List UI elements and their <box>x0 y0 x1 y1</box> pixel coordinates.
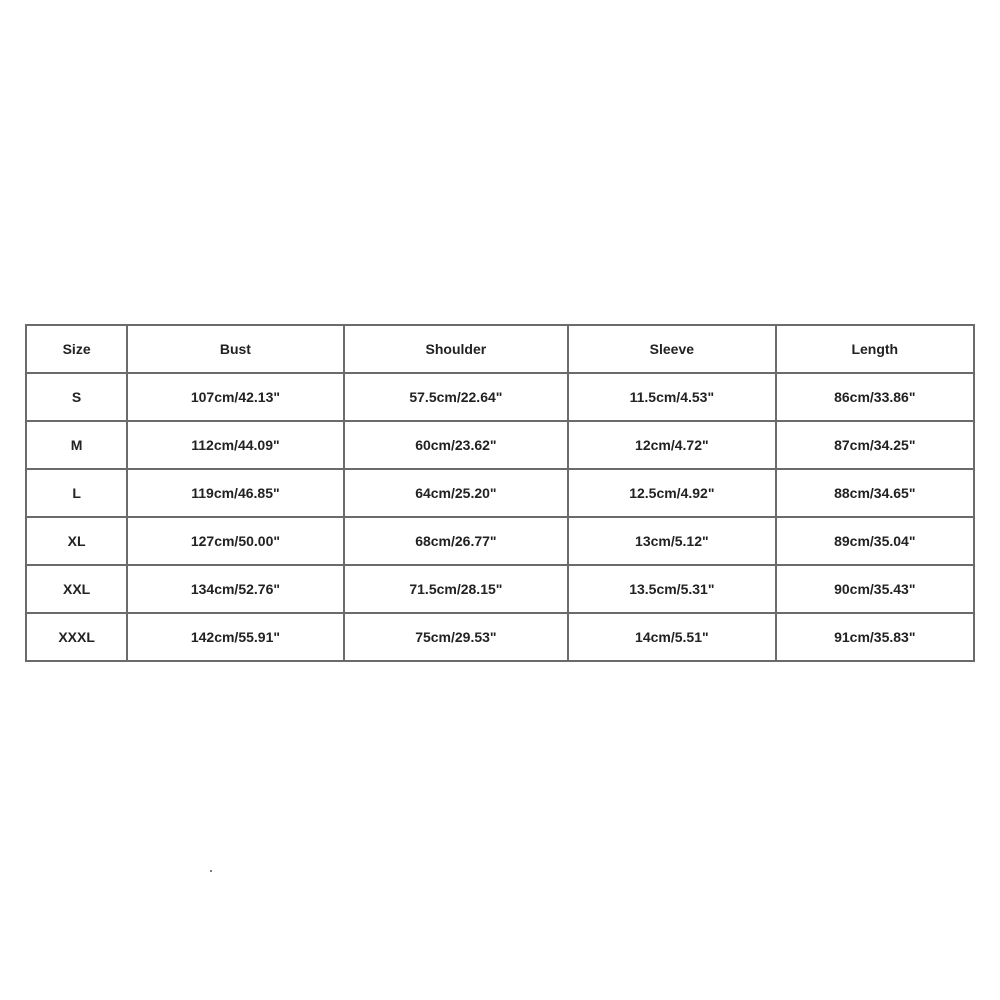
bust-cell: 119cm/46.85" <box>127 469 343 517</box>
length-cell: 87cm/34.25" <box>776 421 974 469</box>
bust-cell: 107cm/42.13" <box>127 373 343 421</box>
size-cell: S <box>26 373 127 421</box>
size-cell: L <box>26 469 127 517</box>
shoulder-cell: 64cm/25.20" <box>344 469 568 517</box>
size-cell: XXXL <box>26 613 127 661</box>
sleeve-cell: 12.5cm/4.92" <box>568 469 775 517</box>
shoulder-cell: 60cm/23.62" <box>344 421 568 469</box>
table-row <box>26 421 974 469</box>
header-size: Size <box>26 325 127 373</box>
shoulder-cell: 68cm/26.77" <box>344 517 568 565</box>
table-row <box>26 565 974 613</box>
table-row <box>26 613 974 661</box>
sleeve-cell: 13cm/5.12" <box>568 517 775 565</box>
header-sleeve: Sleeve <box>568 325 775 373</box>
sleeve-cell: 13.5cm/5.31" <box>568 565 775 613</box>
shoulder-cell: 71.5cm/28.15" <box>344 565 568 613</box>
length-cell: 88cm/34.65" <box>776 469 974 517</box>
stray-dot <box>210 870 212 872</box>
bust-cell: 112cm/44.09" <box>127 421 343 469</box>
bust-cell: 127cm/50.00" <box>127 517 343 565</box>
shoulder-cell: 75cm/29.53" <box>344 613 568 661</box>
table-row <box>26 373 974 421</box>
sleeve-cell: 11.5cm/4.53" <box>568 373 775 421</box>
length-cell: 90cm/35.43" <box>776 565 974 613</box>
sleeve-cell: 14cm/5.51" <box>568 613 775 661</box>
size-chart-table <box>25 324 975 662</box>
size-cell: XXL <box>26 565 127 613</box>
length-cell: 91cm/35.83" <box>776 613 974 661</box>
size-cell: XL <box>26 517 127 565</box>
size-cell: M <box>26 421 127 469</box>
table-row <box>26 517 974 565</box>
sleeve-cell: 12cm/4.72" <box>568 421 775 469</box>
table-row <box>26 469 974 517</box>
table-header-row <box>26 325 974 373</box>
header-length: Length <box>776 325 974 373</box>
length-cell: 86cm/33.86" <box>776 373 974 421</box>
bust-cell: 142cm/55.91" <box>127 613 343 661</box>
length-cell: 89cm/35.04" <box>776 517 974 565</box>
bust-cell: 134cm/52.76" <box>127 565 343 613</box>
shoulder-cell: 57.5cm/22.64" <box>344 373 568 421</box>
header-shoulder: Shoulder <box>344 325 568 373</box>
header-bust: Bust <box>127 325 343 373</box>
